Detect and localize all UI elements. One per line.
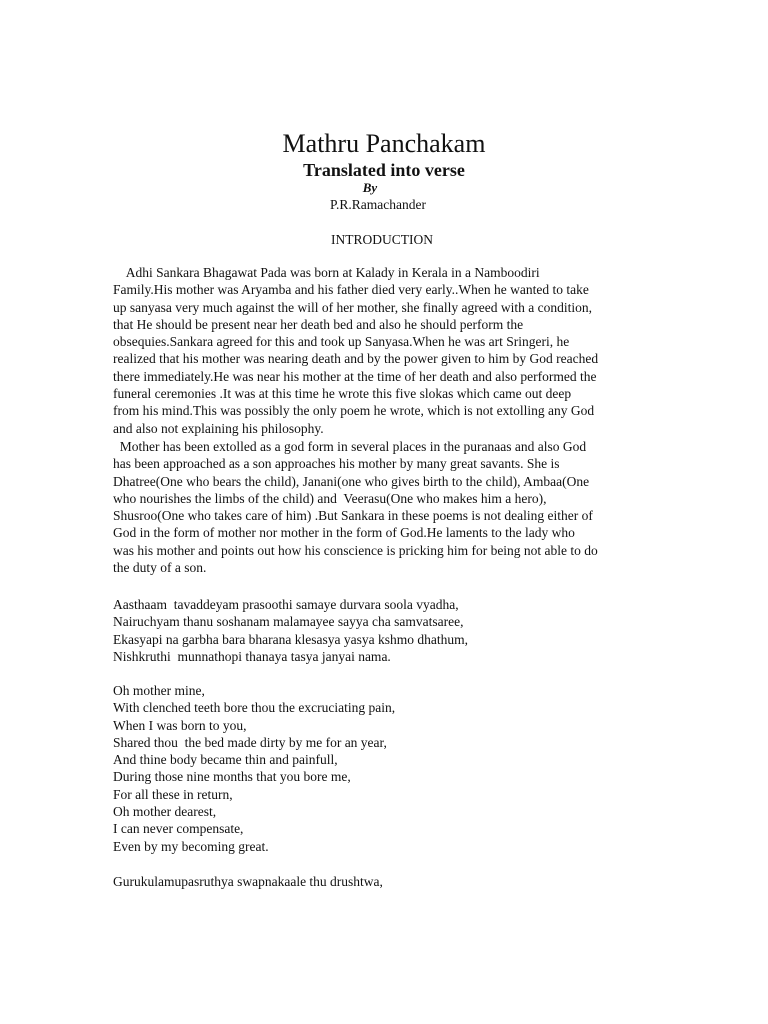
verse-line: During those nine months that you bore me, [113,769,351,785]
english-translation-1 [113,682,643,855]
text-line: who nourishes the limbs of the child) and Veerasu(One who makes him a hero), [113,490,547,506]
text-line: Adhi Sankara Bhagawat Pada was born at Kalady in Kerala in a Namboodiri [113,265,540,280]
text-line: Family.His mother was Aryamba and his father died very early..When he wanted to take [113,282,589,298]
verse-line: Oh mother dearest, [113,804,217,820]
introduction-paragraph-1 [113,264,643,437]
document-title: Mathru Panchakam [282,129,486,158]
verse-line: Nishkruthi munnathopi thanaya tasya janyai nama. [113,648,391,664]
text-line: Mother has been extolled as a god form in several places in the puranaas and also God [113,439,587,454]
text-line: from his mind.This was possibly the only poem he wrote, which is not extolling any God [113,403,595,419]
text-line: obsequies.Sankara agreed for this and took up Sanyasa.When he was art Sringeri, he [113,334,570,350]
verse-line: Nairuchyam thanu soshanam malamayee sayya cha samvatsaree, [113,614,464,630]
verse-line: I can never compensate, [113,821,244,837]
verse-line: Shared thou the bed made dirty by me for an year, [113,734,387,750]
text-line: the duty of a son. [113,560,207,576]
verse-line: Oh mother mine, [113,683,205,698]
byline-label: By [362,180,378,195]
text-line: God in the form of mother nor mother in the form of God.He laments to the lady who [113,525,575,541]
author-name: P.R.Ramachander [330,197,426,212]
text-line: up sanyasa very much against the will of her mother, she finally agreed with a condition, [113,299,592,315]
verse-line: With clenched teeth bore thou the excruciating pain, [113,700,396,716]
text-line: that He should be present near her death bed and also he should perform the [113,316,524,332]
verse-line: When I was born to you, [113,717,247,733]
text-line: Dhatree(One who bears the child), Janani(one who gives birth to the child), Ambaa(One [113,473,590,489]
verse-line: Even by my becoming great. [113,838,269,854]
sanskrit-verse-2 [113,873,643,890]
introduction-paragraph-2 [113,438,643,576]
document-subtitle: Translated into verse [303,160,465,180]
verse-line: For all these in return, [113,786,233,802]
sanskrit-verse-1 [113,596,643,665]
verse-line: Gurukulamupasruthya swapnakaale thu drushtwa, [113,874,383,889]
text-line: and also not explaining his philosophy. [113,420,324,436]
text-line: funeral ceremonies .It was at this time he wrote this five slokas which came out deep [113,386,572,402]
verse-line: And thine body became thin and painfull, [113,752,338,768]
verse-line: Aasthaam tavaddeyam prasoothi samaye durvara soola vyadha, [113,597,459,612]
introduction-heading: INTRODUCTION [331,232,433,247]
text-line: was his mother and points out how his conscience is pricking him for being not able to do [113,542,598,558]
text-line: there immediately.He was near his mother at the time of her death and also performed the [113,368,597,384]
text-line: realized that his mother was nearing death and by the power given to him by God reached [113,351,599,367]
text-line: Shusroo(One who takes care of him) .But Sankara in these poems is not dealing either of [113,508,593,524]
verse-line: Ekasyapi na garbha bara bharana klesasya yasya kshmo dhathum, [113,631,469,647]
text-line: has been approached as a son approaches his mother by many great savants. She is [113,456,560,472]
